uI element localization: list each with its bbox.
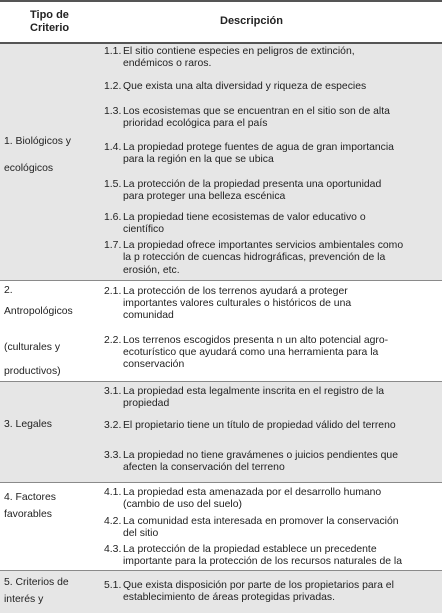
- item-text: El propietario tiene un título de propiedad válido del terreno: [123, 420, 396, 431]
- item-text: (cambio de uso del suelo): [123, 499, 242, 510]
- item-number: 3.2.: [104, 420, 122, 431]
- item-text: comunidad: [123, 310, 174, 321]
- category-label: favorables: [4, 509, 52, 520]
- item-text: endémicos o raros.: [123, 58, 212, 69]
- item-number: 2.1.: [104, 286, 122, 297]
- row-divider: [0, 381, 442, 382]
- item-text: importantes valores culturales o históricos de una: [123, 298, 352, 309]
- item-number: 1.4.: [104, 142, 122, 153]
- category-label: (culturales y: [4, 342, 61, 353]
- item-text: La propiedad no tiene gravámenes o juicios pendientes que: [123, 450, 398, 461]
- item-number: 1.7.: [104, 240, 122, 251]
- item-number: 4.3.: [104, 544, 122, 555]
- item-text: ecoturístico que ayudará como una herramienta para la: [123, 347, 379, 358]
- item-text: La protección de los terrenos ayudará a proteger: [123, 286, 348, 297]
- item-text: conservación: [123, 359, 185, 370]
- category-label: ecológicos: [4, 163, 54, 174]
- header-criteria-type-line1: Tipo de: [30, 9, 69, 21]
- item-text: El sitio contiene especies en peligros de extinción,: [123, 46, 355, 57]
- item-number: 1.6.: [104, 212, 122, 223]
- category-label: 4. Factores: [4, 492, 56, 503]
- item-text: científico: [123, 224, 165, 235]
- item-number: 2.2.: [104, 335, 122, 346]
- category-label: productivos): [4, 366, 61, 377]
- item-text: la p rotección de cuencas hidrográficas, prevención de la: [123, 252, 386, 263]
- category-label: Antropológicos: [4, 306, 73, 317]
- item-text: La comunidad esta interesada en promover la conservación: [123, 516, 399, 527]
- category-label: interés y: [4, 594, 44, 605]
- item-number: 1.2.: [104, 81, 122, 92]
- item-text: afecten la conservación del terreno: [123, 462, 285, 473]
- row-divider: [0, 280, 442, 281]
- item-text: prioridad ecológica para el país: [123, 118, 268, 129]
- item-text: La propiedad tiene ecosistemas de valor educativo o: [123, 212, 366, 223]
- header-criteria-type-line2: Criterio: [30, 22, 70, 34]
- item-number: 4.1.: [104, 487, 122, 498]
- item-text: para proteger una belleza escénica: [123, 191, 286, 202]
- item-text: del sitio: [123, 528, 159, 539]
- item-number: 3.1.: [104, 386, 122, 397]
- item-number: 1.5.: [104, 179, 122, 190]
- item-number: 3.3.: [104, 450, 122, 461]
- item-number: 4.2.: [104, 516, 122, 527]
- item-text: Que exista una alta diversidad y riqueza de especies: [123, 81, 367, 92]
- row-divider: [0, 570, 442, 571]
- table-top-rule: [0, 0, 442, 2]
- item-text: La protección de la propiedad establece un precedente: [123, 544, 377, 555]
- item-number: 1.1.: [104, 46, 122, 57]
- item-number: 1.3.: [104, 106, 122, 117]
- category-label: 3. Legales: [4, 419, 52, 430]
- item-text: La propiedad ofrece importantes servicios ambientales como: [123, 240, 404, 251]
- item-text: propiedad: [123, 398, 170, 409]
- row-divider: [0, 482, 442, 483]
- item-text: Los ecosistemas que se encuentran en el sitio son de alta: [123, 106, 390, 117]
- item-text: importante para la protección de los recursos naturales de la: [123, 556, 402, 567]
- item-text: La protección de la propiedad presenta una oportunidad: [123, 179, 382, 190]
- item-text: La propiedad esta legalmente inscrita en el registro de la: [123, 386, 385, 397]
- item-text: La propiedad esta amenazada por el desarrollo humano: [123, 487, 382, 498]
- item-text: Los terrenos escogidos presenta n un alto potencial agro-: [123, 335, 389, 346]
- item-text: Que exista disposición por parte de los propietarios para el: [123, 580, 394, 591]
- item-text: erosión, etc.: [123, 265, 180, 276]
- category-label: 5. Criterios de: [4, 577, 69, 588]
- item-text: establecimiento de áreas protegidas privadas.: [123, 592, 335, 603]
- item-text: La propiedad protege fuentes de agua de gran importancia: [123, 142, 394, 153]
- item-number: 5.1.: [104, 580, 122, 591]
- item-text: para la región en la que se ubica: [123, 154, 274, 165]
- header-bottom-rule: [0, 42, 442, 44]
- category-label: 1. Biológicos y: [4, 136, 71, 147]
- header-description: Descripción: [220, 15, 283, 27]
- category-label: 2.: [4, 285, 13, 296]
